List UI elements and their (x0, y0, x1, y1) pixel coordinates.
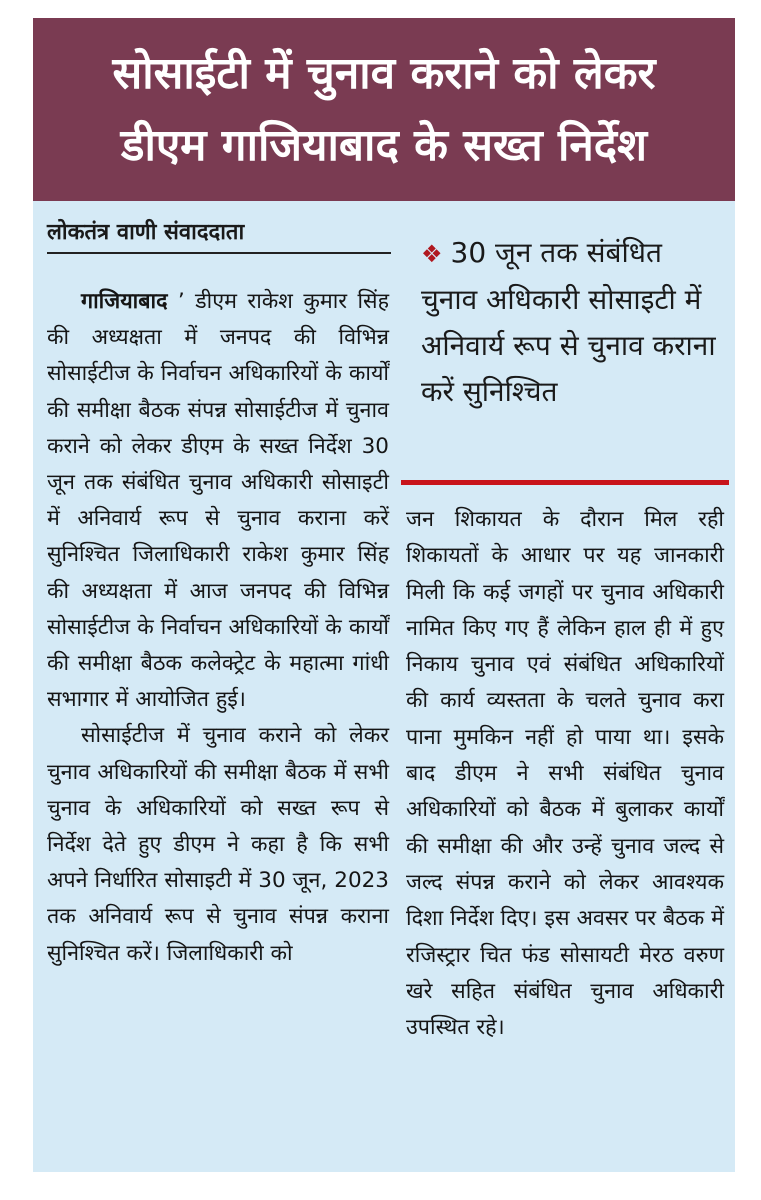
news-article (33, 18, 735, 1172)
highlight-box (421, 230, 721, 415)
byline: लोकतंत्र वाणी संवाददाता (47, 216, 391, 254)
body-paragraph-1-text: ’ डीएम राकेश कुमार सिंह की अध्यक्षता में जनपद की विभिन्न सोसाईटीज के निर्वाचन अधिकारियों के कार्यों की समीक्षा बैठक संपन्न सोसाईटीज में चुनाव कराने को लेकर डीएम के सख्त निर्देश 30 जून तक संबंधित चुनाव अधिकारी सोसाइटी में अनिवार्य रूप से चुनाव कराना करें सुनिश्चित जिलाधिकारी राकेश कुमार सिंह की अध्यक्षता में आज जनपद की विभिन्न सोसाईटीज के निर्वाचन अधिकारियों के कार्यों की समीक्षा बैठक कलेक्ट्रेट के महात्मा गांधी सभागार में आयोजित हुई। (47, 289, 389, 713)
body-paragraph-2: सोसाईटीज में चुनाव कराने को लेकर चुनाव अधिकारियों की समीक्षा बैठक में सभी चुनाव के अधिकारियों को सख्त रूप से निर्देश देते हुए डीएम ने कहा है कि सभी अपने निर्धारित सोसाइटी में 30 जून, 2023 तक अनिवार्य रूप से चुनाव संपन्न कराना सुनिश्चित करें। जिलाधिकारी को (47, 723, 389, 966)
headline-line-2: डीएम गाजियाबाद के सख्त निर्देश (120, 119, 648, 171)
body-paragraph-3: जन शिकायत के दौरान मिल रही शिकायतों के आधार पर यह जानकारी मिली कि कई जगहों पर चुनाव अधिकारी नामित किए गए हैं लेकिन हाल ही में हुए निकाय चुनाव एवं संबंधित अधिकारियों की कार्य व्यस्तता के चलते चुनाव करा पाना मुमकिन नहीं हो पाया था। इसके बाद डीएम ने सभी संबंधित चुनाव अधिकारियों को बैठक में बुलाकर कार्यों की समीक्षा की और उन्हें चुनाव जल्द से जल्द संपन्न कराने को लेकर आवश्यक दिशा निर्देश दिए। इस अवसर पर बैठक में रजिस्ट्रार चित फंड सोसायटी मेरठ वरुण खरे सहित संबंधित चुनाव अधिकारी उपस्थित रहे। (406, 507, 724, 1041)
body-column-right (406, 502, 724, 1046)
headline-line-1: सोसाईटी में चुनाव कराने को लेकर (112, 47, 656, 99)
dateline: गाजियाबाद (81, 289, 168, 314)
diamond-bullet-icon: ❖ (421, 240, 443, 268)
highlight-text: 30 जून तक संबंधित चुनाव अधिकारी सोसाइटी में अनिवार्य रूप से चुनाव कराना करें सुनिश्चित (421, 236, 716, 408)
body-paragraph-1 (47, 284, 389, 718)
red-divider (401, 480, 729, 485)
body-column-left (47, 284, 389, 972)
headline-banner (33, 18, 735, 201)
